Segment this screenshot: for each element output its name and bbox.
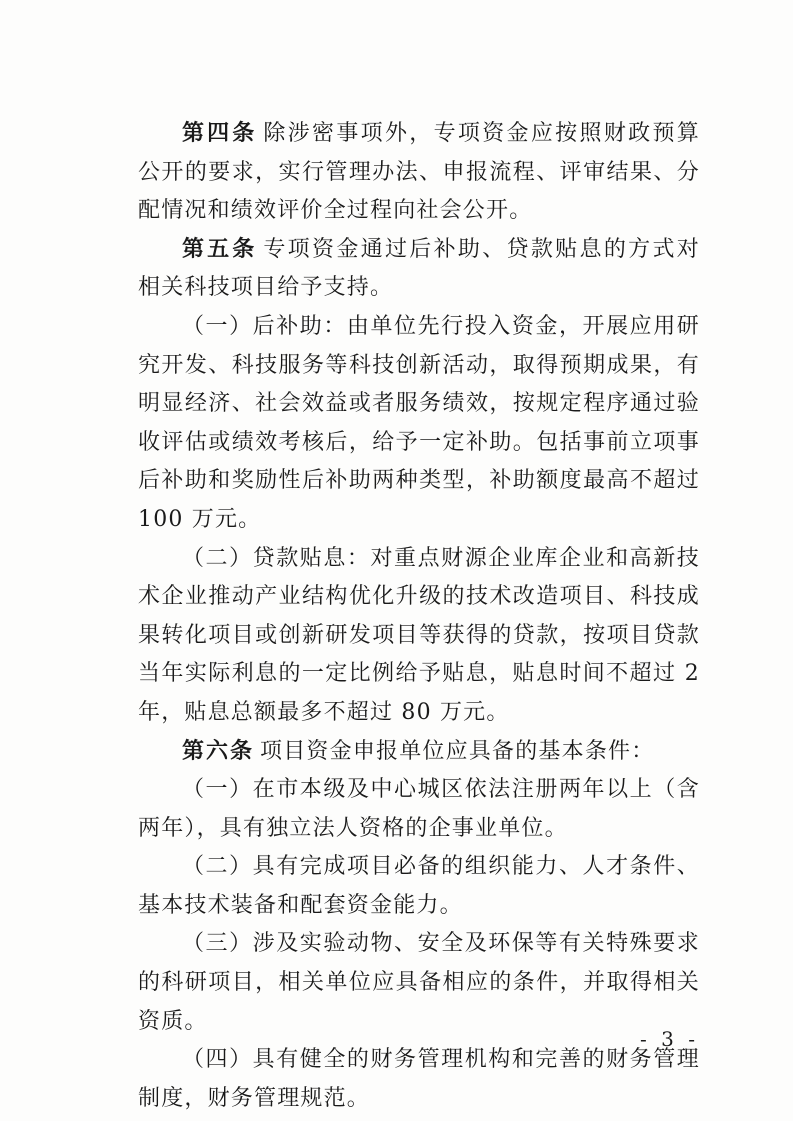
article-5-item-2-text: （二）贷款贴息：对重点财源企业库企业和高新技术企业推动产业结构优化升级的技术改造项目、科技成果转化项目或创新研发项目等获得的贷款，按项目贷款当年实际利息的一定比例给予贴息，贴息时间不超过 2 年，贴息总额最多不超过 80 万元。 [138,545,700,725]
article-6-item-4 [138,1041,700,1118]
page-number: - 3 - [640,1027,699,1051]
article-6-item-1-text: （一）在市本级及中心城区依法注册两年以上（含两年），具有独立法人资格的企事业单位。 [138,777,700,841]
article-5-item-1 [138,308,700,540]
article-6-item-1 [138,771,700,848]
article-5-item-1-text: （一）后补助：由单位先行投入资金，开展应用研究开发、科技服务等科技创新活动，取得预期成果，有明显经济、社会效益或者服务绩效，按规定程序通过验收评估或绩效考核后，给予一定补助。包括事前立项事后补助和奖励性后补助两种类型，补助额度最高不超过 100 万元。 [138,313,700,532]
document-body [138,115,700,1118]
article-6-heading: 第六条 [182,738,255,764]
article-5-heading: 第五条 [182,236,258,262]
article-4-text: 除涉密事项外，专项资金应按照财政预算公开的要求，实行管理办法、申报流程、评审结果、分配情况和绩效评价全过程向社会公开。 [138,121,700,224]
article-6-item-2 [138,848,700,925]
article-6-item-3 [138,925,700,1041]
article-6-item-3-text: （三）涉及实验动物、安全及环保等有关特殊要求的科研项目，相关单位应具备相应的条件，并取得相关资质。 [138,931,700,1034]
article-6-item-2-text: （二）具有完成项目必备的组织能力、人才条件、基本技术装备和配套资金能力。 [138,854,700,918]
article-6-item-4-text: （四）具有健全的财务管理机构和完善的财务管理制度，财务管理规范。 [138,1047,700,1111]
article-4-heading: 第四条 [182,121,258,146]
article-4-paragraph [138,115,700,231]
article-5-text: 专项资金通过后补助、贷款贴息的方式对相关科技项目给予支持。 [138,236,700,301]
article-5-item-2 [138,540,700,733]
article-6-paragraph [138,733,700,772]
article-5-paragraph [138,231,700,308]
article-6-text: 项目资金申报单位应具备的基本条件： [260,738,655,764]
